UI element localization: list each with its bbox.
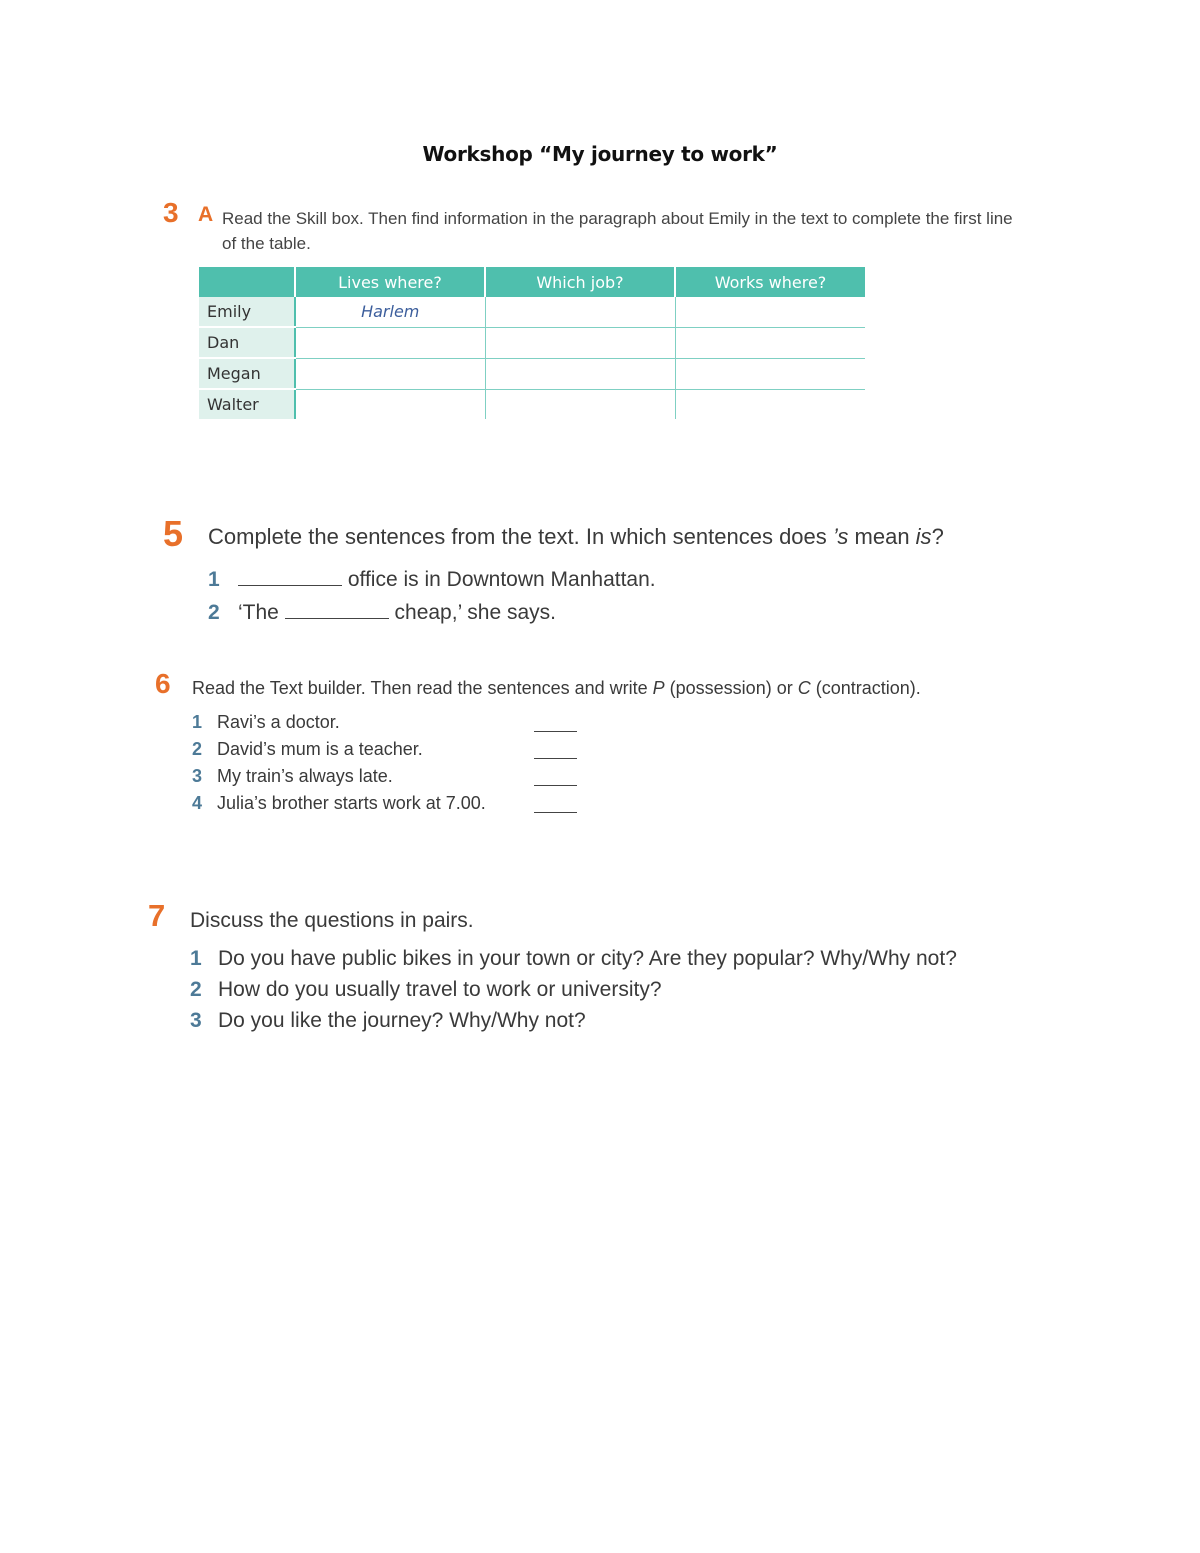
answer-blank[interactable] xyxy=(534,812,577,813)
list-item xyxy=(190,1009,586,1033)
exercise-6-instruction xyxy=(192,678,921,699)
list-item xyxy=(192,712,340,733)
instruction-italic-s: ’s xyxy=(832,524,849,549)
table-header-row xyxy=(199,267,865,297)
table-cell[interactable] xyxy=(675,327,865,358)
table-cell[interactable] xyxy=(295,358,485,389)
table-header-works-where: Works where? xyxy=(675,267,865,297)
answer-blank[interactable] xyxy=(534,731,577,732)
exercise-3-letter: A xyxy=(198,203,214,226)
answer-blank[interactable] xyxy=(285,598,389,619)
list-item xyxy=(208,565,656,592)
item-number: 4 xyxy=(192,793,203,813)
item-text: How do you usually travel to work or university? xyxy=(218,978,662,1001)
table-row xyxy=(199,297,865,327)
instruction-italic-is: is xyxy=(915,524,932,549)
item-number: 2 xyxy=(192,739,203,759)
item-text-after: office is in Downtown Manhattan. xyxy=(342,568,656,591)
table-cell[interactable]: Harlem xyxy=(295,297,485,327)
exercise-6-number: 6 xyxy=(155,668,171,699)
exercise-5-number: 5 xyxy=(163,513,184,554)
table-cell[interactable] xyxy=(485,327,675,358)
worksheet-title: Workshop “My journey to work” xyxy=(422,142,778,166)
item-number: 1 xyxy=(192,712,203,732)
skill-table xyxy=(199,267,865,419)
instruction-text: Read the Text builder. Then read the sentences and write xyxy=(192,678,653,698)
list-item xyxy=(192,793,486,814)
item-text: My train’s always late. xyxy=(217,766,393,786)
table-cell[interactable] xyxy=(485,297,675,327)
exercise-3-number: 3 xyxy=(163,197,179,228)
row-name: Emily xyxy=(199,297,295,327)
instruction-text: ? xyxy=(931,524,944,549)
table-header-lives-where: Lives where? xyxy=(295,267,485,297)
instruction-text: Complete the sentences from the text. In which sentences does xyxy=(208,524,833,549)
item-number: 1 xyxy=(208,568,220,591)
table-cell[interactable] xyxy=(675,358,865,389)
item-text: David’s mum is a teacher. xyxy=(217,739,423,759)
list-item xyxy=(208,598,556,625)
row-name: Walter xyxy=(199,389,295,419)
item-text: Ravi’s a doctor. xyxy=(217,712,340,732)
instruction-text: (contraction). xyxy=(810,678,921,698)
exercise-5-instruction xyxy=(208,524,944,550)
table-row xyxy=(199,389,865,419)
table-cell[interactable] xyxy=(295,327,485,358)
item-text: Do you have public bikes in your town or city? Are they popular? Why/Why not? xyxy=(218,947,957,970)
table-cell[interactable] xyxy=(485,389,675,419)
instruction-italic-p: P xyxy=(652,678,665,698)
table-header-which-job: Which job? xyxy=(485,267,675,297)
table-row xyxy=(199,358,865,389)
item-text: Julia’s brother starts work at 7.00. xyxy=(217,793,486,813)
answer-blank[interactable] xyxy=(238,565,342,586)
item-number: 2 xyxy=(208,601,220,624)
answer-blank[interactable] xyxy=(534,785,577,786)
exercise-7-instruction: Discuss the questions in pairs. xyxy=(190,909,474,932)
item-number: 1 xyxy=(190,947,202,970)
list-item xyxy=(192,739,423,760)
list-item xyxy=(190,978,662,1002)
row-name: Dan xyxy=(199,327,295,358)
table-cell[interactable] xyxy=(485,358,675,389)
list-item xyxy=(192,766,393,787)
table-header-blank xyxy=(199,267,295,297)
row-name: Megan xyxy=(199,358,295,389)
table-cell[interactable] xyxy=(675,389,865,419)
item-text: Do you like the journey? Why/Why not? xyxy=(218,1009,586,1032)
exercise-3-instruction: Read the Skill box. Then find information in the paragraph about Emily in the text to complete the first line of the table. xyxy=(222,209,1013,253)
table-row xyxy=(199,327,865,358)
table-cell[interactable] xyxy=(675,297,865,327)
item-number: 3 xyxy=(192,766,203,786)
instruction-text: (possession) or xyxy=(664,678,798,698)
item-number: 2 xyxy=(190,978,202,1001)
instruction-italic-c: C xyxy=(797,678,811,698)
item-text-before: ‘The xyxy=(238,601,285,624)
instruction-text: mean xyxy=(848,524,916,549)
answer-blank[interactable] xyxy=(534,758,577,759)
table-cell[interactable] xyxy=(295,389,485,419)
list-item xyxy=(190,947,957,971)
item-text-after: cheap,’ she says. xyxy=(388,601,557,624)
item-number: 3 xyxy=(190,1009,202,1032)
exercise-7-number: 7 xyxy=(148,898,166,933)
